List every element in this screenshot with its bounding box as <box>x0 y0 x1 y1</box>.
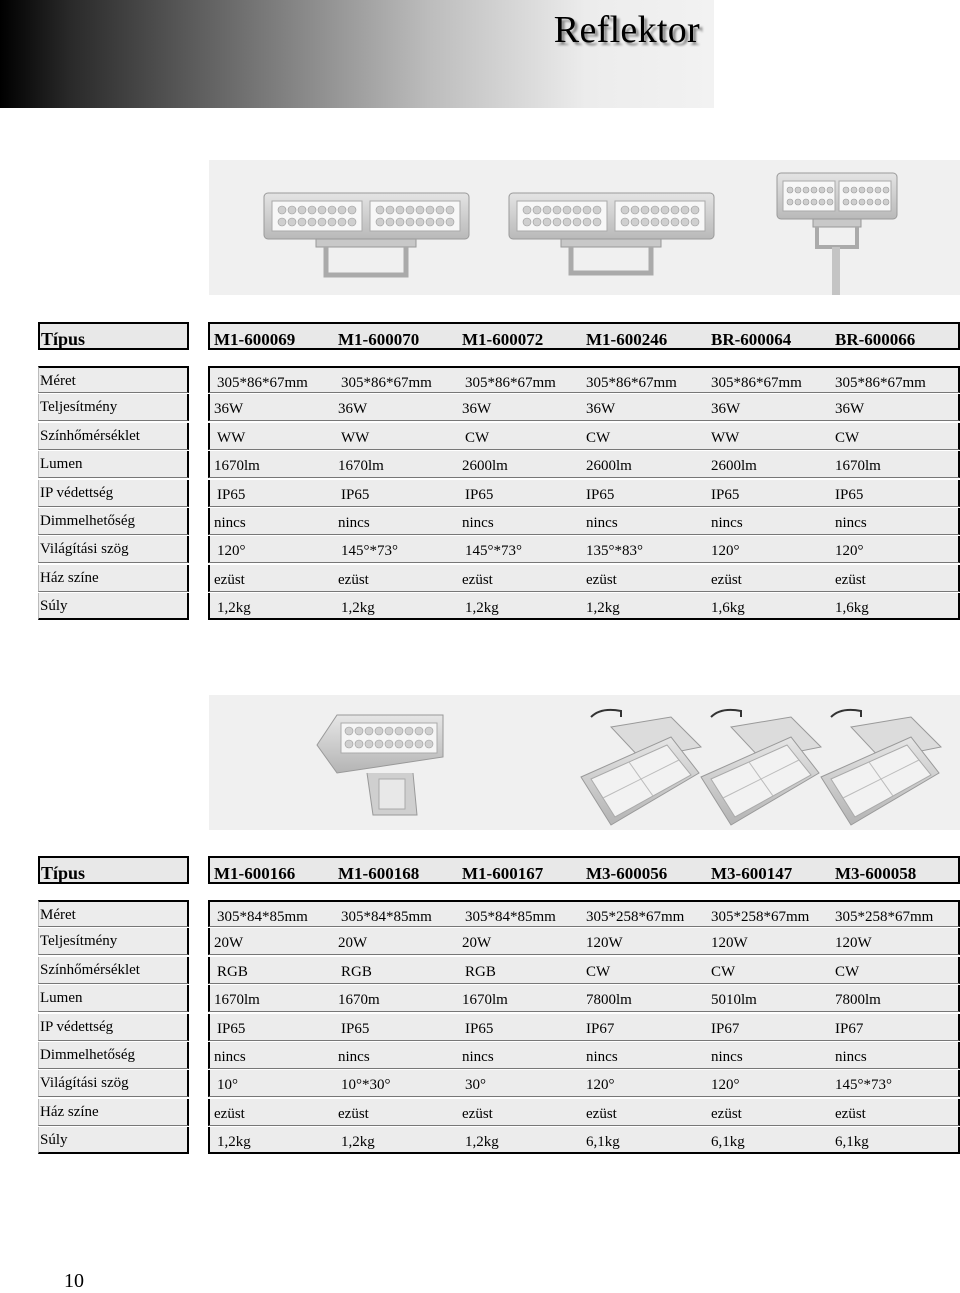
high-power-floodlight-image-1 <box>581 710 701 825</box>
spec-value: 305*84*85mm <box>341 909 432 925</box>
spec-value: 305*86*67mm <box>835 375 926 391</box>
model-code: BR-600064 <box>711 330 792 349</box>
spec-value: 36W <box>462 401 492 418</box>
spec-value: CW <box>835 963 860 980</box>
spec-value: 120° <box>586 1077 615 1094</box>
row-values <box>208 451 960 478</box>
spec-value: 145°*73° <box>835 1077 892 1094</box>
spec-value: 120W <box>586 935 623 952</box>
spec-value: 120° <box>711 1077 740 1094</box>
header-label-tipus: Típus <box>38 322 189 350</box>
spec-value: 1,2kg <box>217 1134 251 1151</box>
high-power-floodlight-image-3 <box>821 710 941 825</box>
spec-value: IP65 <box>341 486 370 503</box>
spec-value: 305*86*67mm <box>711 375 802 391</box>
row-label: Lumen <box>38 985 189 1012</box>
row-values <box>208 366 960 393</box>
spec-value: 1,2kg <box>465 600 499 617</box>
header-values <box>208 322 960 350</box>
spec-value: 120° <box>711 543 740 560</box>
spec-value: ezüst <box>835 1105 866 1122</box>
rgb-floodlight-image <box>317 715 443 815</box>
table-row <box>0 1070 960 1098</box>
table-row <box>0 1099 960 1127</box>
spec-value: 1,2kg <box>465 1134 499 1151</box>
page-title: Reflektor <box>553 9 700 51</box>
spec-value: 6,1kg <box>586 1134 620 1151</box>
row-label: Teljesítmény <box>38 928 189 955</box>
spec-value: 36W <box>214 401 244 418</box>
floodlight-image-2 <box>509 193 714 273</box>
spec-value: 1,2kg <box>586 600 620 617</box>
spec-value: IP65 <box>711 486 740 503</box>
table-row <box>0 423 960 451</box>
spec-value: nincs <box>462 1049 494 1065</box>
spec-value: ezüst <box>338 1105 369 1122</box>
model-code: M1-600168 <box>338 864 420 883</box>
row-values <box>208 423 960 450</box>
spec-value: 1670lm <box>338 458 384 475</box>
spec-value: WW <box>341 429 370 446</box>
table-row <box>0 928 960 956</box>
spec-value: nincs <box>586 515 618 531</box>
spec-value: nincs <box>835 515 867 531</box>
spec-value: 1,2kg <box>341 1134 375 1151</box>
spec-value: nincs <box>338 515 370 531</box>
model-code: M1-600167 <box>462 864 544 883</box>
spec-value: RGB <box>465 963 496 980</box>
spec-value: 1670lm <box>835 458 881 475</box>
high-power-floodlight-image-2 <box>701 710 821 825</box>
table-row <box>0 394 960 422</box>
spec-value: 6,1kg <box>711 1134 745 1151</box>
spec-value: ezüst <box>586 571 617 588</box>
row-label: Színhőmérséklet <box>38 957 189 984</box>
spec-value: ezüst <box>835 571 866 588</box>
spec-value: 2600lm <box>586 458 632 475</box>
row-values <box>208 1014 960 1041</box>
row-label: Színhőmérséklet <box>38 423 189 450</box>
spec-value: IP67 <box>586 1020 615 1037</box>
row-label: Világítási szög <box>38 536 189 563</box>
spec-value: 305*258*67mm <box>835 909 934 925</box>
spec-value: CW <box>711 963 736 980</box>
spec-value: nincs <box>586 1049 618 1065</box>
row-values <box>208 508 960 535</box>
spec-value: 120° <box>835 543 864 560</box>
table-row <box>0 565 960 593</box>
spec-value: 1670lm <box>214 458 260 475</box>
spec-value: 2600lm <box>711 458 757 475</box>
spec-value: CW <box>465 429 490 446</box>
spec-value: nincs <box>214 1049 246 1065</box>
spec-value: ezüst <box>214 1105 245 1122</box>
model-code: M1-600246 <box>586 330 668 349</box>
model-code: M1-600166 <box>214 864 296 883</box>
model-code: M1-600070 <box>338 330 420 349</box>
spec-value: 305*86*67mm <box>586 375 677 391</box>
spec-value: 20W <box>338 935 368 952</box>
spec-value: 1,6kg <box>835 600 869 617</box>
row-values <box>208 1042 960 1069</box>
row-values <box>208 1099 960 1126</box>
spec-value: 120W <box>711 935 748 952</box>
table-header-row <box>0 322 960 350</box>
row-label: Súly <box>38 1127 189 1154</box>
table-row <box>0 900 960 928</box>
model-code: M3-600147 <box>711 864 793 883</box>
floodlight-images-row-1 <box>209 160 960 295</box>
table-row <box>0 366 960 394</box>
spec-value: 36W <box>835 401 865 418</box>
table-row <box>0 508 960 536</box>
spec-value: 6,1kg <box>835 1134 869 1151</box>
spec-value: 305*86*67mm <box>217 375 308 391</box>
spec-value: 30° <box>465 1077 486 1094</box>
spec-value: nincs <box>338 1049 370 1065</box>
spec-value: 120° <box>217 543 246 560</box>
spec-value: IP67 <box>835 1020 864 1037</box>
row-label: Dimmelhetőség <box>38 1042 189 1069</box>
table-row <box>0 957 960 985</box>
row-values <box>208 900 960 927</box>
spec-value: CW <box>586 963 611 980</box>
header-label-tipus: Típus <box>38 856 189 884</box>
row-values <box>208 394 960 421</box>
spec-value: IP67 <box>711 1020 740 1037</box>
product-photo-strip-1 <box>209 160 960 295</box>
product-photo-strip-2 <box>209 695 960 830</box>
spec-value: ezüst <box>462 1105 493 1122</box>
spec-value: nincs <box>214 515 246 531</box>
table-row <box>0 480 960 508</box>
spec-value: nincs <box>835 1049 867 1065</box>
spec-value: CW <box>835 429 860 446</box>
row-label: Méret <box>38 900 189 927</box>
spec-value: ezüst <box>338 571 369 588</box>
spec-value: 1,6kg <box>711 600 745 617</box>
floodlight-image-3 <box>777 173 897 295</box>
page-number: 10 <box>64 1270 84 1292</box>
spec-value: nincs <box>711 1049 743 1065</box>
model-code: BR-600066 <box>835 330 916 349</box>
floodlight-image-1 <box>264 193 469 275</box>
model-code: M1-600069 <box>214 330 296 349</box>
spec-value: 36W <box>711 401 741 418</box>
spec-value: 20W <box>214 935 244 952</box>
spec-value: nincs <box>462 515 494 531</box>
spec-value: 135°*83° <box>586 543 643 560</box>
row-label: Ház színe <box>38 565 189 592</box>
spec-value: 10°*30° <box>341 1077 391 1094</box>
row-values <box>208 1070 960 1097</box>
spec-value: 305*86*67mm <box>465 375 556 391</box>
row-values <box>208 985 960 1012</box>
spec-value: 36W <box>338 401 368 418</box>
spec-value: ezüst <box>214 571 245 588</box>
row-label: Méret <box>38 366 189 393</box>
spec-value: WW <box>711 429 740 446</box>
row-label: IP védettség <box>38 1014 189 1041</box>
spec-value: 305*258*67mm <box>586 909 685 925</box>
spec-value: IP65 <box>217 486 246 503</box>
header-values <box>208 856 960 884</box>
spec-value: CW <box>586 429 611 446</box>
spec-value: IP65 <box>586 486 615 503</box>
spec-value: IP65 <box>835 486 864 503</box>
spec-value: IP65 <box>217 1020 246 1037</box>
table-row <box>0 593 960 621</box>
table-row <box>0 1042 960 1070</box>
row-values <box>208 536 960 563</box>
row-label: Dimmelhetőség <box>38 508 189 535</box>
spec-value: 145°*73° <box>465 543 522 560</box>
spec-value: ezüst <box>586 1105 617 1122</box>
spec-value: 5010lm <box>711 992 757 1009</box>
spec-value: WW <box>217 429 246 446</box>
header-banner <box>0 0 714 108</box>
row-values <box>208 565 960 592</box>
spec-value: 1670m <box>338 992 380 1009</box>
spec-value: IP65 <box>341 1020 370 1037</box>
model-code: M1-600072 <box>462 330 544 349</box>
table-row <box>0 985 960 1013</box>
table-row <box>0 1127 960 1155</box>
row-label: Világítási szög <box>38 1070 189 1097</box>
row-values <box>208 957 960 984</box>
model-code: M3-600056 <box>586 864 668 883</box>
row-label: Súly <box>38 593 189 620</box>
floodlight-images-row-2 <box>209 695 960 830</box>
model-code: M3-600058 <box>835 864 917 883</box>
spec-value: 305*86*67mm <box>341 375 432 391</box>
spec-value: nincs <box>711 515 743 531</box>
spec-value: 305*258*67mm <box>711 909 810 925</box>
row-label: Teljesítmény <box>38 394 189 421</box>
row-values <box>208 593 960 620</box>
row-label: Ház színe <box>38 1099 189 1126</box>
spec-value: 1,2kg <box>217 600 251 617</box>
row-label: Lumen <box>38 451 189 478</box>
table-row <box>0 536 960 564</box>
spec-value: 145°*73° <box>341 543 398 560</box>
spec-value: RGB <box>217 963 248 980</box>
spec-value: 305*84*85mm <box>217 909 308 925</box>
spec-value: 20W <box>462 935 492 952</box>
spec-value: IP65 <box>465 486 494 503</box>
spec-value: 10° <box>217 1077 238 1094</box>
spec-value: 1,2kg <box>341 600 375 617</box>
table-row <box>0 1014 960 1042</box>
table-header-row <box>0 856 960 884</box>
table-row <box>0 451 960 479</box>
spec-value: 1670lm <box>214 992 260 1009</box>
spec-value: ezüst <box>711 571 742 588</box>
spec-value: 36W <box>586 401 616 418</box>
spec-value: IP65 <box>465 1020 494 1037</box>
row-values <box>208 1127 960 1154</box>
spec-value: ezüst <box>711 1105 742 1122</box>
spec-value: 7800lm <box>586 992 632 1009</box>
spec-value: RGB <box>341 963 372 980</box>
row-values <box>208 480 960 507</box>
spec-value: 2600lm <box>462 458 508 475</box>
spec-value: ezüst <box>462 571 493 588</box>
spec-value: 305*84*85mm <box>465 909 556 925</box>
spec-value: 120W <box>835 935 872 952</box>
spec-value: 1670lm <box>462 992 508 1009</box>
row-label: IP védettség <box>38 480 189 507</box>
spec-value: 7800lm <box>835 992 881 1009</box>
row-values <box>208 928 960 955</box>
